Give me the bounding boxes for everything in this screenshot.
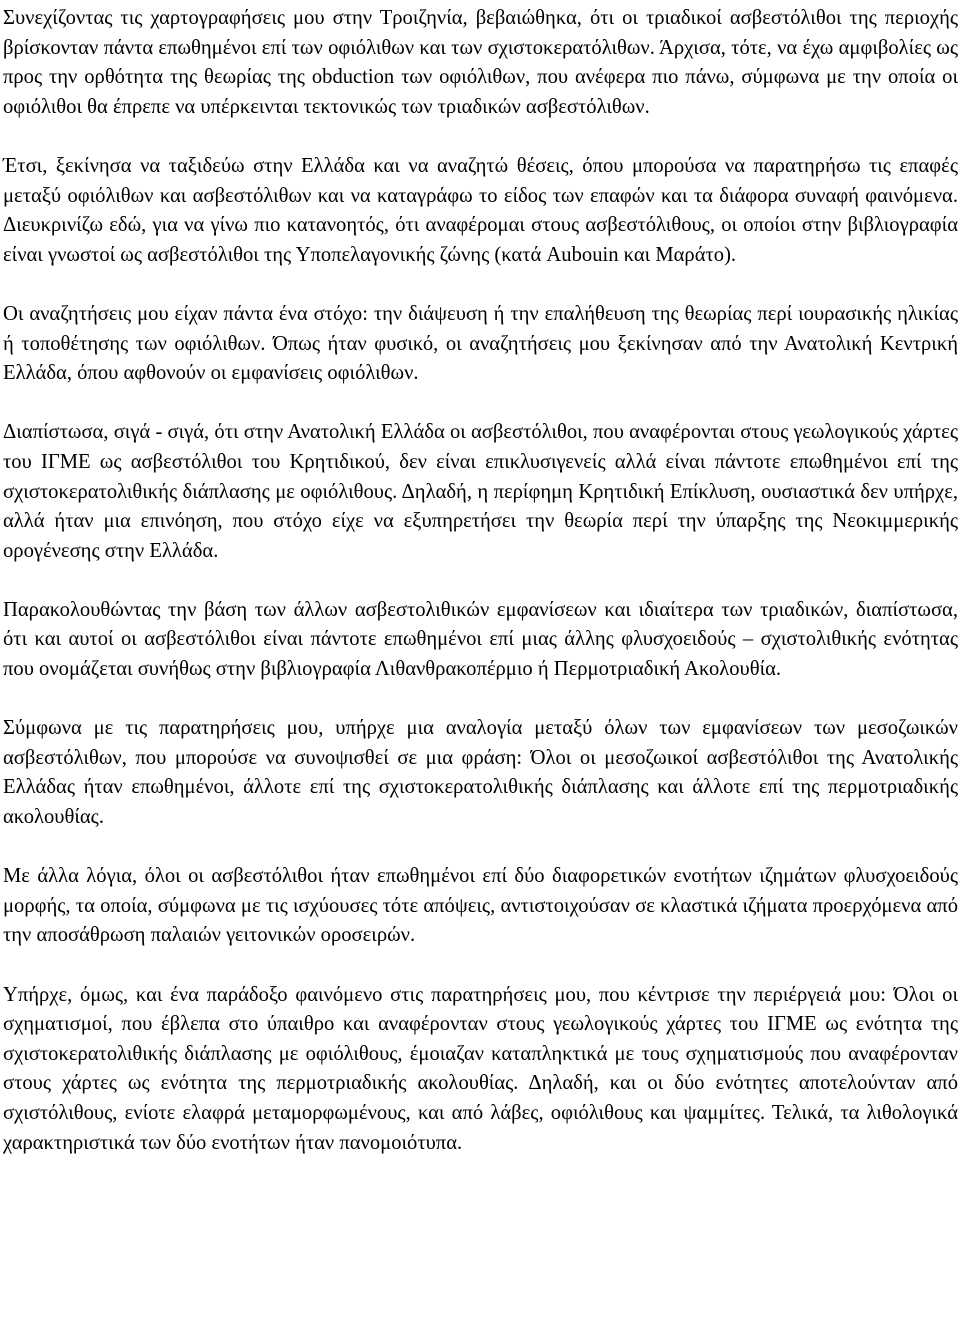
paragraph-6-text: Σύμφωνα με τις παρατηρήσεις μου, υπήρχε μια αναλογία μεταξύ όλων των εμφανίσεων των μεσοζωικών ασβεστόλιθων, που μπορούσε να συνοψισθεί σε μια φράση: Όλοι οι μεσοζωικοί ασβεστόλιθοι της Ανατολικής Ελλάδας ήταν επωθημένοι, άλλοτε επί της σχιστοκερατολιθικής διάπλασης και άλλοτε επί της περμοτριαδικής ακολουθίας. [3, 717, 958, 829]
paragraph-2-text: Έτσι, ξεκίνησα να ταξιδεύω στην Ελλάδα και να αναζητώ θέσεις, όπου μπορούσα να παρατηρήσω τις επαφές μεταξύ οφιόλιθων και ασβεστόλιθων και να καταγράφω το είδος των επαφών και τα διάφορα συναφή φαινόμενα. Διευκρινίζω εδώ, για να γίνω πιο κατανοητός, ότι αναφέρομαι στους ασβεστόλιθους, οι οποίοι στην βιβλιογραφία είναι γνωστοί ως ασβεστόλιθοι της Υποπελαγονικής ζώνης (κατά Aubouin και Μαράτο). [3, 154, 958, 266]
paragraph-4-text: Διαπίστωσα, σιγά - σιγά, ότι στην Ανατολική Ελλάδα οι ασβεστόλιθοι, που αναφέρονται στους γεωλογικούς χάρτες του ΙΓΜΕ ως ασβεστόλιθοι του Κρητιδικού, δεν είναι επικλυσιγενείς αλλά είναι πάντοτε επωθημένοι επί της σχιστοκερατολιθικής διάπλασης με οφιόλιθους. Δηλαδή, η περίφημη Κρητιδική Επίκλυση, ουσιαστικά δεν υπήρχε, αλλά ήταν μια επινόηση, που στόχο είχε να εξυπηρετήσει την θεωρία περί την ύπαρξης της Νεοκιμμερικής ορογένεσης στην Ελλάδα. [3, 421, 958, 562]
paragraph-5 [3, 596, 958, 685]
paragraph-3 [3, 300, 958, 389]
paragraph-4 [3, 418, 958, 566]
paragraph-8 [3, 981, 958, 1159]
paragraph-8-text: Υπήρχε, όμως, και ένα παράδοξο φαινόμενο στις παρατηρήσεις μου, που κέντρισε την περιέργειά μου: Όλοι οι σχηματισμοί, που έβλεπα στο ύπαιθρο και αναφέρονταν στους γεωλογικούς χάρτες του ΙΓΜΕ ως ενότητα της σχιστοκερατολιθικής διάπλασης με οφιόλιθους, έμοιαζαν καταπληκτικά με τους σχηματισμούς που αναφέρονταν στους χάρτες ως ενότητα της περμοτριαδικής ακολουθίας. Δηλαδή, και οι δύο ενότητες αποτελούνταν από σχιστόλιθους, ενίοτε ελαφρά μεταμορφωμένους, και από λάβες, οφιόλιθους και ψαμμίτες. Τελικά, τα λιθολογικά χαρακτηριστικά των δύο ενοτήτων ήταν πανομοιότυπα. [3, 983, 958, 1154]
paragraph-1-text: Συνεχίζοντας τις χαρτογραφήσεις μου στην Τροιζηνία, βεβαιώθηκα, ότι οι τριαδικοί ασβεστόλιθοι της περιοχής βρίσκονταν πάντα επωθημένοι επί των οφιόλιθων και των σχιστοκερατόλιθων. Άρχισα, τότε, να έχω αμφιβολίες ως προς την ορθότητα της θεωρίας της obduction των οφιόλιθων, που ανέφερα πιο πάνω, σύμφωνα με την οποία οι οφιόλιθοι θα έπρεπε να υπέρκεινται τεκτονικώς των τριαδικών ασβεστόλιθων. [3, 7, 958, 118]
paragraph-7 [3, 862, 958, 951]
paragraph-5-text: Παρακολουθώντας την βάση των άλλων ασβεστολιθικών εμφανίσεων και ιδιαίτερα των τριαδικών, διαπίστωσα, ότι και αυτοί οι ασβεστόλιθοι είναι πάντοτε επωθημένοι επί μιας άλλης φλυσχοειδούς – σχιστολιθικής ενότητας που ονομάζεται συνήθως στην βιβλιογραφία Λιθανθρακοπέρμιο ή Περμοτριαδική Ακολουθία. [3, 598, 958, 681]
paragraph-7-text: Με άλλα λόγια, όλοι οι ασβεστόλιθοι ήταν επωθημένοι επί δύο διαφορετικών ενοτήτων ιζημάτων φλυσχοειδούς μορφής, τα οποία, σύμφωνα με τις ισχύουσες τότε απόψεις, αντιστοιχούσαν σε κλαστικά ιζήματα προερχόμενα από την αποσάθρωση παλαιών γειτονικών οροσειρών. [3, 865, 958, 947]
paragraph-6 [3, 714, 958, 832]
paragraph-1 [3, 4, 958, 122]
paragraph-3-text: Οι αναζητήσεις μου είχαν πάντα ένα στόχο: την διάψευση ή την επαλήθευση της θεωρίας περί ιουρασικής ηλικίας ή τοποθέτησης των οφιόλιθων. Όπως ήταν φυσικό, οι αναζητήσεις μου ξεκίνησαν από την Ανατολική Κεντρική Ελλάδα, όπου αφθονούν οι εμφανίσεις οφιόλιθων. [3, 302, 958, 385]
paragraph-2 [3, 152, 958, 270]
